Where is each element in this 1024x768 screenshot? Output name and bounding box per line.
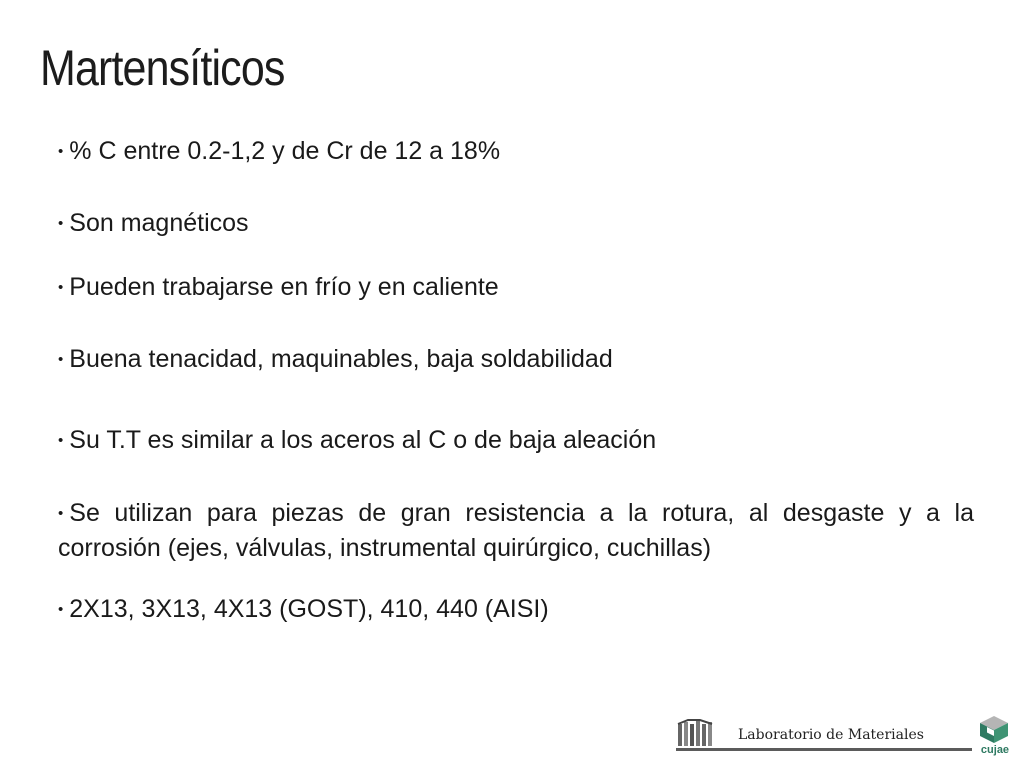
cujae-label: cujae [980,744,1010,756]
bullet-item [58,496,974,565]
bullet-dot: • [58,143,64,160]
bullet-text: % C entre 0.2-1,2 y de Cr de 12 a 18% [69,137,501,165]
footer-divider [676,748,972,751]
bullet-dot: • [58,505,64,522]
bullet-item [58,592,549,627]
bullet-dot: • [58,215,64,232]
bullet-text: Son magnéticos [69,209,249,237]
bullet-text: Buena tenacidad, maquinables, baja soldabilidad [69,345,613,373]
bullet-dot: • [58,432,64,449]
bullet-dot: • [58,351,64,368]
bullet-item [58,134,500,169]
slide-title: Martensíticos [40,40,285,96]
lab-logo-icon [676,718,716,748]
bullet-item [58,206,249,241]
bullet-dot: • [58,601,64,618]
footer-lab-name: Laboratorio de Materiales [738,727,924,743]
bullet-text: 2X13, 3X13, 4X13 (GOST), 410, 440 (AISI) [69,595,549,623]
bullet-dot: • [58,279,64,296]
bullet-item [58,270,499,305]
bullet-text: Pueden trabajarse en frío y en caliente [69,273,499,301]
bullet-text: Su T.T es similar a los aceros al C o de baja aleación [69,426,657,454]
cujae-cube-icon [978,714,1010,744]
bullet-text: Se utilizan para piezas de gran resistencia a la rotura, al desgaste y a la corrosión (ejes, válvulas, instrumental quirúrgico, cuchillas) [58,499,974,562]
bullet-item [58,423,656,458]
bullet-item [58,342,613,377]
